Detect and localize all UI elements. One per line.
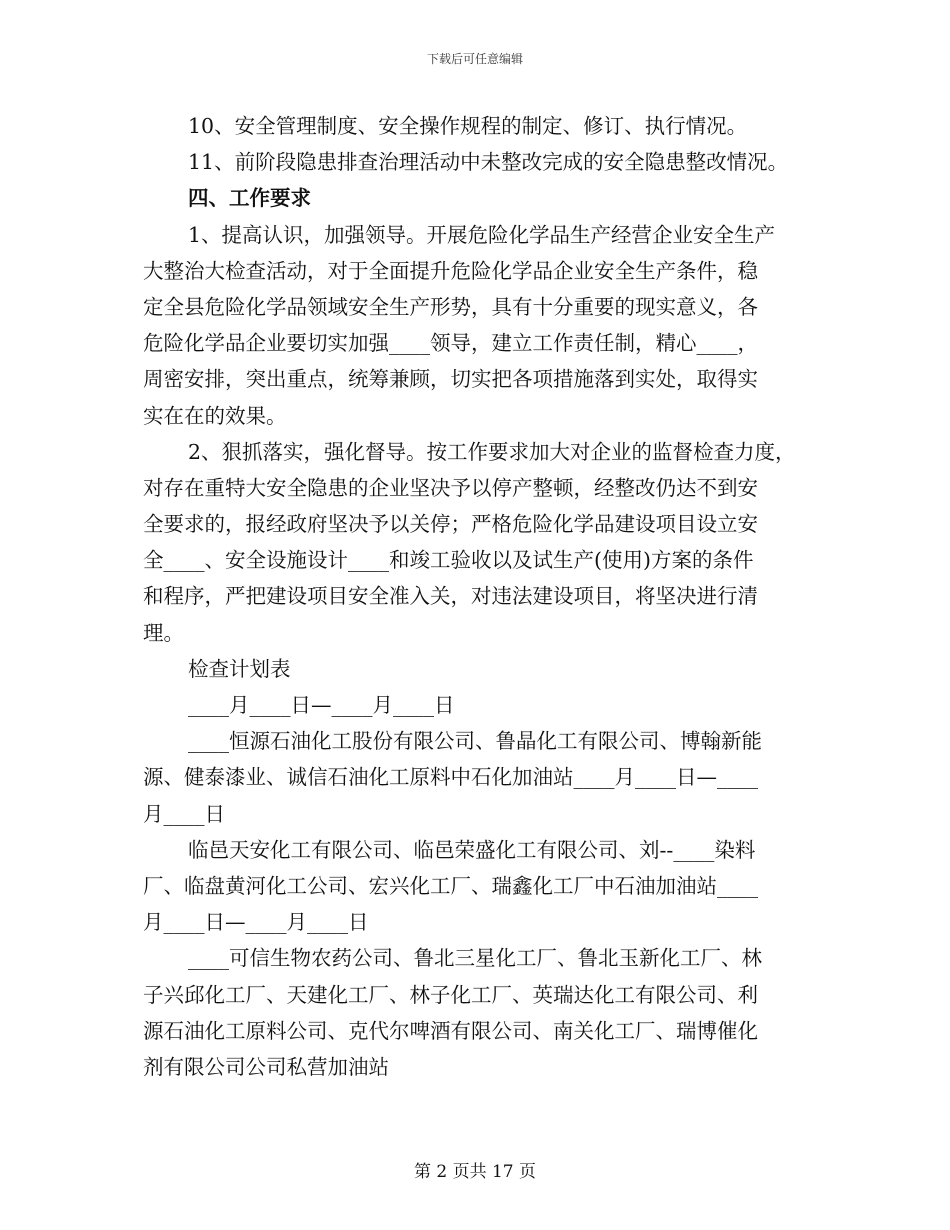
section-heading: 四、工作要求 [188,186,311,211]
paragraph-line: 定全县危险化学品领域安全生产形势，具有十分重要的现实意义，各 [143,294,758,319]
page-header: 下载后可任意编辑 [426,52,523,66]
paragraph-line: 危险化学品企业要切实加强____领导，建立工作责任制，精心____， [143,331,758,356]
paragraph-line: 剂有限公司公司私营加油站 [143,1054,389,1079]
paragraph-line: 临邑天安化工有限公司、临邑荣盛化工有限公司、刘--____染料 [188,837,756,862]
date-range-line: ____月____日—____月____日 [188,693,455,717]
paragraph-line: 月____日 [143,801,225,826]
document-body [143,108,823,1085]
paragraph-line: 源、健泰漆业、诚信石油化工原料中石化加油站____月____日—____ [143,765,758,790]
paragraph-line: ____可信生物农药公司、鲁北三星化工厂、鲁北玉新化工厂、林 [188,946,762,971]
list-item-11: 11、前阶段隐患排查治理活动中未整改完成的安全隐患整改情况。 [188,150,789,175]
paragraph-line: 源石油化工原料公司、克代尔啤酒有限公司、南关化工厂、瑞博催化 [143,1018,758,1043]
schedule-title: 检查计划表 [188,656,291,681]
page-footer: 第 2 页共 17 页 [413,1162,537,1182]
paragraph-line: 2、狠抓落实，强化督导。按工作要求加大对企业的监督检查力度， [188,439,796,464]
paragraph-line: 大整治大检查活动，对于全面提升危险化学品企业安全生产条件，稳 [143,258,758,283]
paragraph-line: 全____、安全设施设计____和竣工验收以及试生产(使用)方案的条件 [143,548,754,573]
paragraph-line: 和程序，严把建设项目安全准入关，对违法建设项目，将坚决进行清 [143,584,758,609]
list-item-10: 10、安全管理制度、安全操作规程的制定、修订、执行情况。 [188,114,748,138]
paragraph-line: 周密安排，突出重点，统筹兼顾，切实把各项措施落到实处，取得实 [143,367,758,392]
paragraph-line: 理。 [143,620,184,645]
paragraph-line: 1、提高认识，加强领导。开展危险化学品生产经营企业安全生产 [188,222,776,247]
paragraph-line: 子兴邱化工厂、天建化工厂、林子化工厂、英瑞达化工有限公司、利 [143,982,758,1007]
paragraph-line: 厂、临盘黄河化工公司、宏兴化工厂、瑞鑫化工厂中石油加油站____ [143,873,758,898]
paragraph-line: 实在在的效果。 [143,403,287,428]
paragraph-line: 对存在重特大安全隐患的企业坚决予以停产整顿，经整改仍达不到安 [143,475,758,500]
paragraph-line: 全要求的，报经政府坚决予以关停；严格危险化学品建设项目设立安 [143,512,758,537]
paragraph-line: ____恒源石油化工股份有限公司、鲁晶化工有限公司、博翰新能 [188,729,762,754]
paragraph-line: 月____日—____月____日 [143,910,369,935]
